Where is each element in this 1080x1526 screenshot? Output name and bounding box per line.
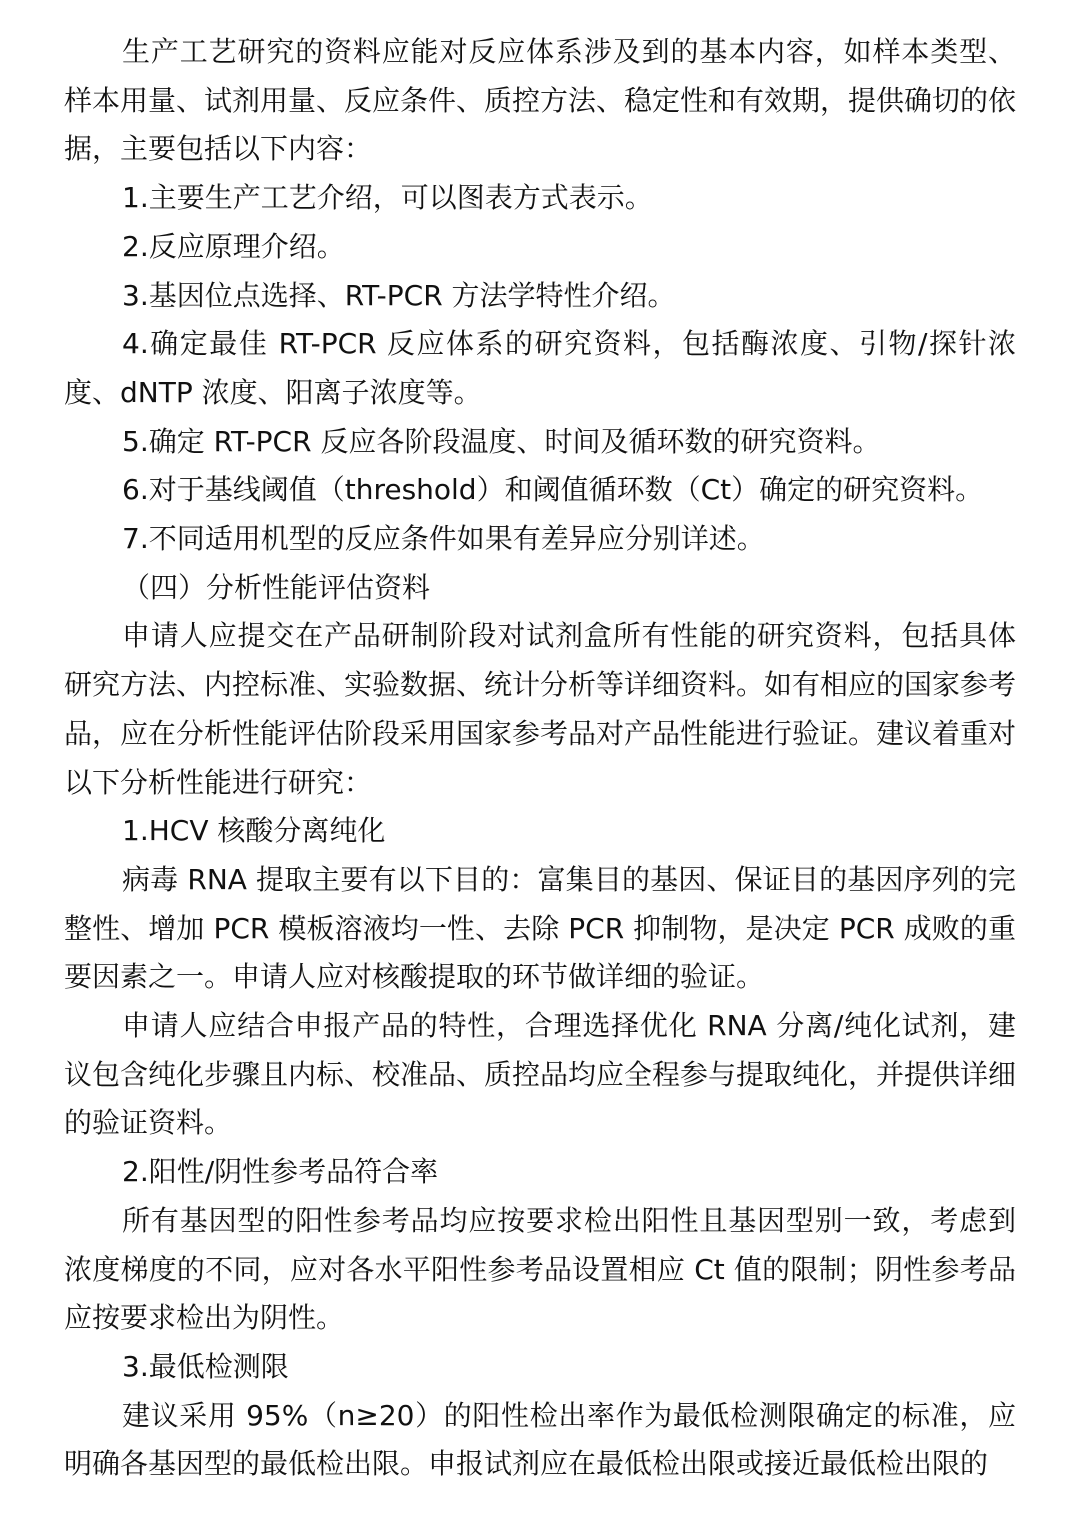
list-item-5: 5.确定 RT-PCR 反应各阶段温度、时间及循环数的研究资料。 <box>122 424 881 458</box>
list-item-6: 6.对于基线阈值（threshold）和阈值循环数（Ct）确定的研究资料。 <box>122 473 984 507</box>
paragraph-performance-intro: 申请人应提交在产品研制阶段对试剂盒所有性能的研究资料，包括具体研究方法、内控标准、实验数据、统计分析等详细资料。如有相应的国家参考品，应在分析性能评估阶段采用国家参考品对产品性能进行验证。建议着重对以下分析性能进行研究： <box>64 619 1017 799</box>
paragraph-rna-extraction: 病毒 RNA 提取主要有以下目的：富集目的基因、保证目的基因序列的完整性、增加 PCR 模板溶液均一性、去除 PCR 抑制物，是决定 PCR 成败的重要因素之一。申请人应对核酸提取的环节做详细的验证。 <box>64 862 1016 994</box>
list-item-2: 2.反应原理介绍。 <box>122 229 345 263</box>
paragraph-purification: 申请人应结合申报产品的特性，合理选择优化 RNA 分离/纯化试剂，建议包含纯化步骤且内标、校准品、质控品均应全程参与提取纯化，并提供详细的验证资料。 <box>64 1009 1017 1140</box>
paragraph-reference-rate: 所有基因型的阳性参考品均应按要求检出阳性且基因型别一致，考虑到浓度梯度的不同，应对各水平阳性参考品设置相应 Ct 值的限制；阴性参考品应按要求检出为阴性。 <box>64 1203 1016 1335</box>
subheading-3: 3.最低检测限 <box>122 1349 289 1383</box>
paragraph-process-intro: 生产工艺研究的资料应能对反应体系涉及到的基本内容，如样本类型、样本用量、试剂用量、反应条件、质控方法、稳定性和有效期，提供确切的依据，主要包括以下内容： <box>64 35 1017 166</box>
subheading-1: 1.HCV 核酸分离纯化 <box>122 814 386 848</box>
section-heading: （四）分析性能评估资料 <box>122 570 431 604</box>
list-item-3: 3.基因位点选择、RT-PCR 方法学特性介绍。 <box>122 278 676 312</box>
list-item-4: 4.确定最佳 RT-PCR 反应体系的研究资料，包括酶浓度、引物/探针浓度、dNTP 浓度、阳离子浓度等。 <box>64 327 1016 409</box>
subheading-2: 2.阳性/阴性参考品符合率 <box>122 1155 439 1189</box>
paragraph-detection-limit: 建议采用 95%（n≥20）的阳性检出率作为最低检测限确定的标准，应明确各基因型的最低检出限。申报试剂应在最低检出限或接近最低检出限的 <box>64 1398 1016 1481</box>
list-item-7: 7.不同适用机型的反应条件如果有差异应分别详述。 <box>122 522 765 556</box>
list-item-1: 1.主要生产工艺介绍，可以图表方式表示。 <box>122 181 653 215</box>
